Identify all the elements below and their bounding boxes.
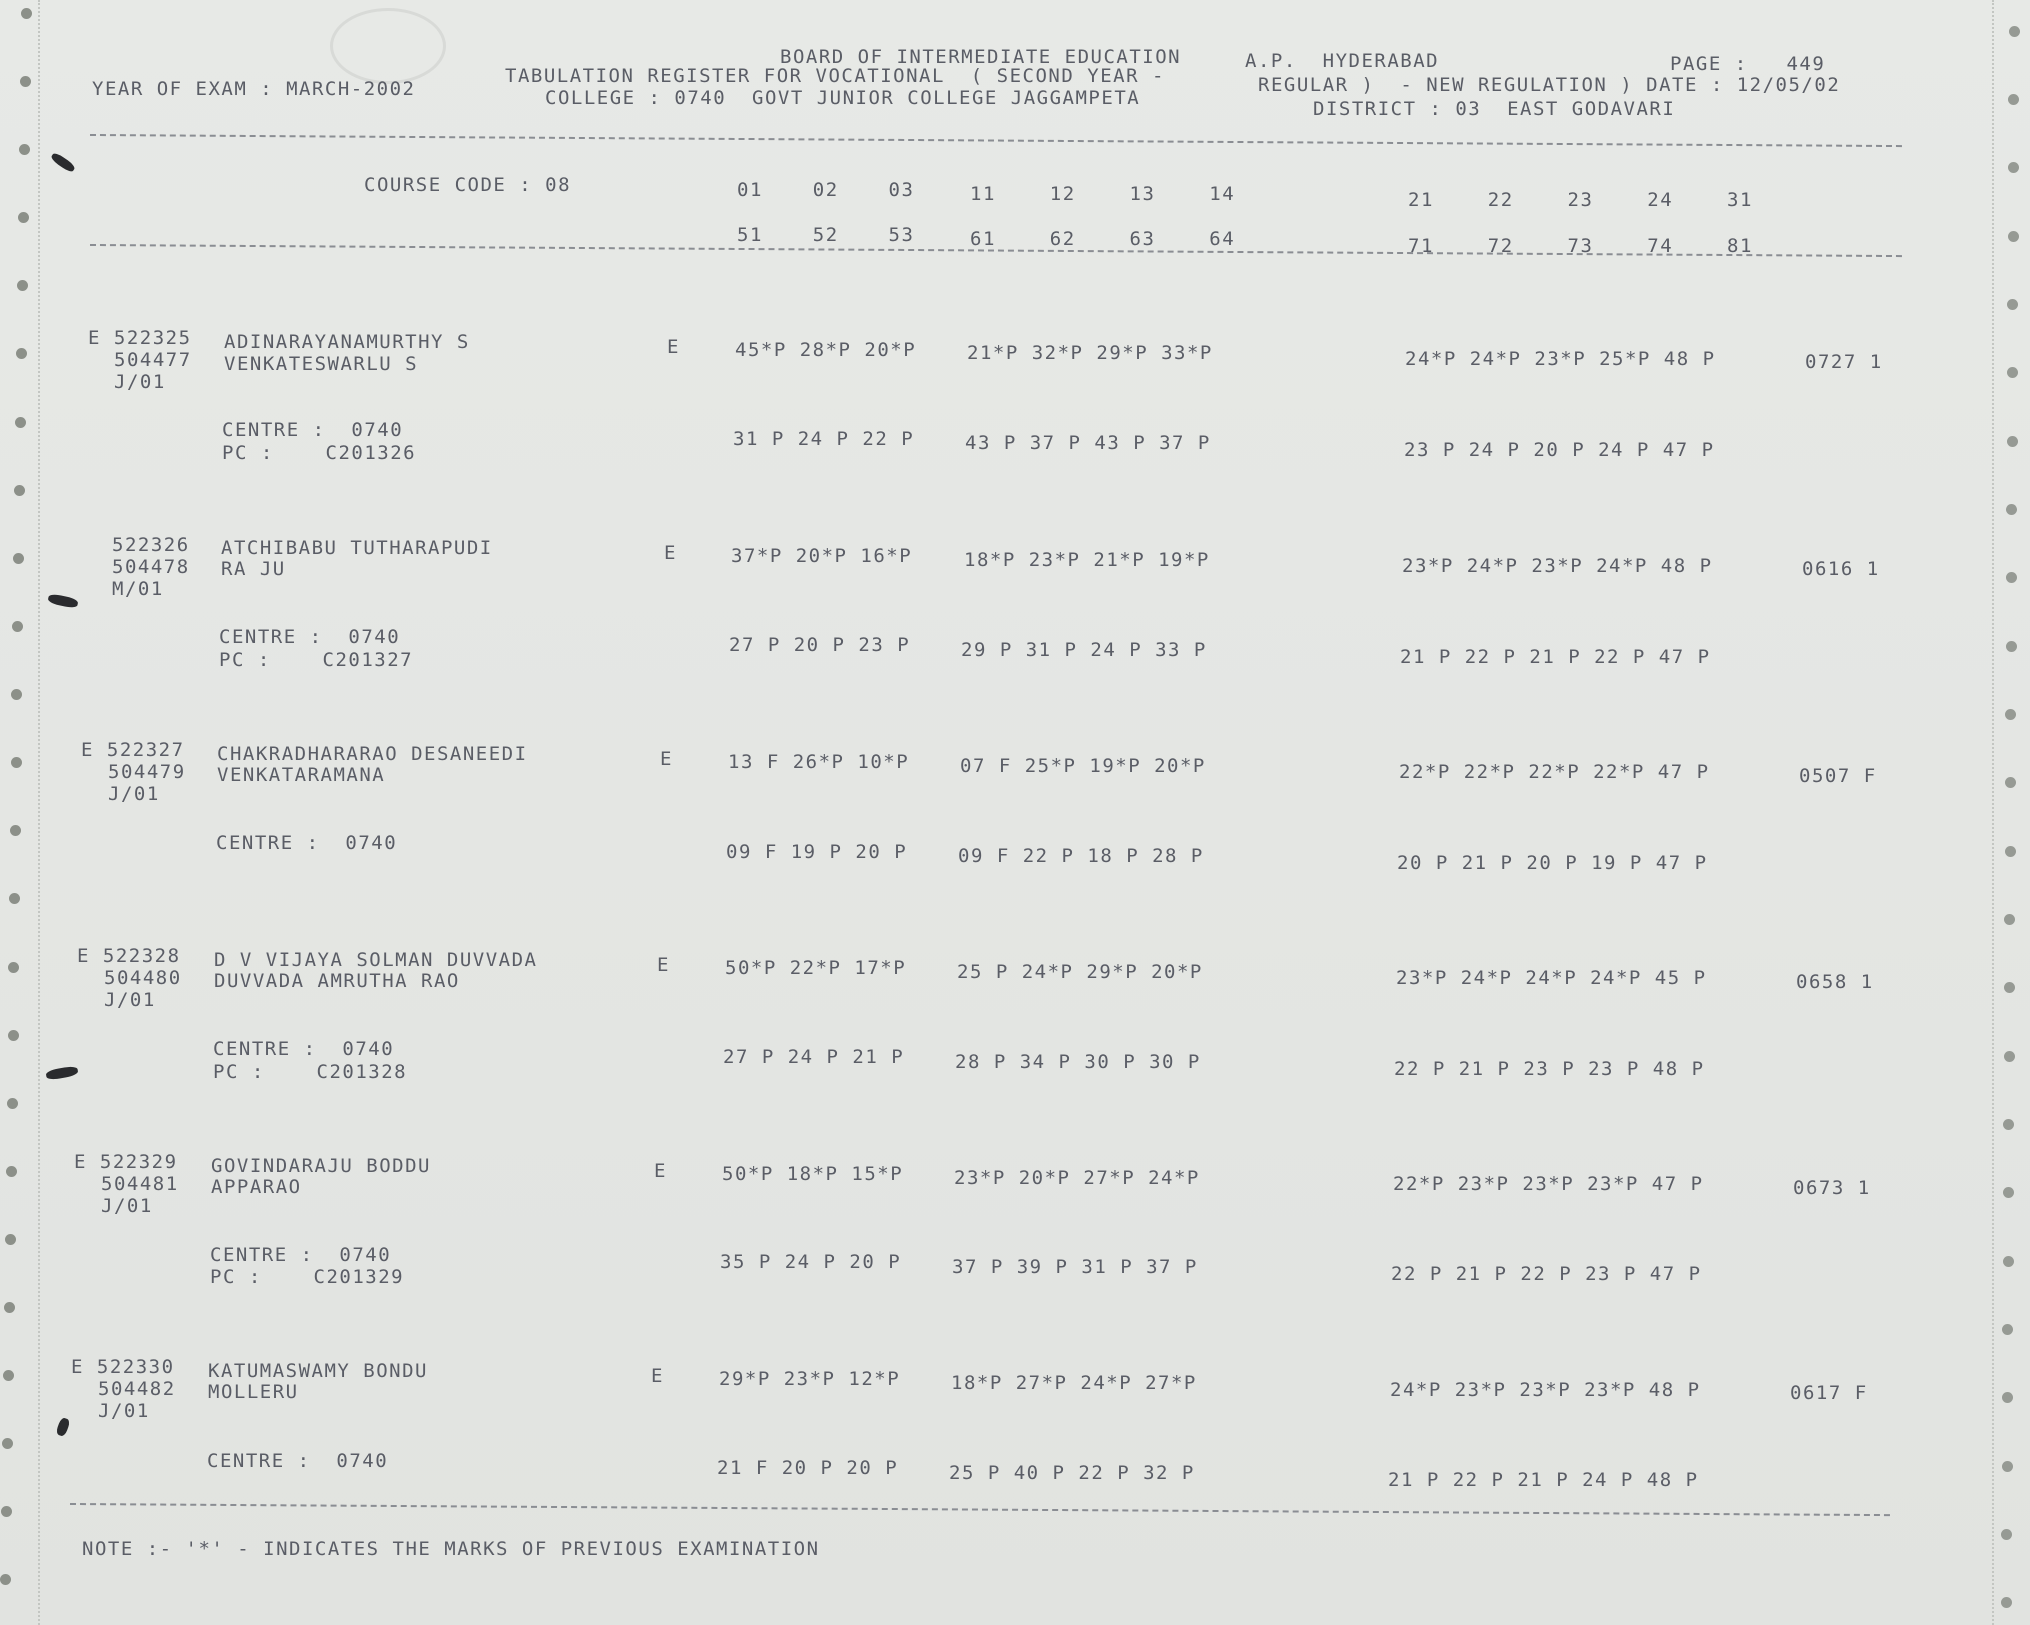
centre-code: CENTRE : 0740	[216, 832, 398, 854]
total-and-result: 0616 1	[1802, 558, 1880, 580]
marks-group3-previous: 23 P 24 P 20 P 24 P 47 P	[1404, 439, 1715, 461]
left-perforation	[38, 0, 40, 1625]
marks-group3-current: 23*P 24*P 23*P 24*P 48 P	[1402, 555, 1713, 577]
marks-group1-current: 50*P 22*P 17*P	[725, 957, 907, 979]
regulation-and-date: REGULAR ) - NEW REGULATION ) DATE : 12/05/02	[1258, 74, 1841, 96]
page-number: PAGE : 449	[1670, 53, 1826, 75]
footer-divider	[70, 1503, 1890, 1516]
total-and-result: 0507 F	[1799, 765, 1877, 787]
marks-group2-current: 21*P 32*P 29*P 33*P	[967, 342, 1213, 364]
medium: E	[654, 1160, 667, 1182]
ink-smudge	[45, 1065, 78, 1080]
roll-number: E 522325	[88, 327, 192, 349]
course-code: COURSE CODE : 08	[364, 174, 572, 196]
total-and-result: 0617 F	[1790, 1382, 1868, 1404]
marks-group1-current: 37*P 20*P 16*P	[731, 545, 913, 567]
subject-codes-row2-group1: 51 52 53	[737, 224, 915, 246]
marks-group3-previous: 20 P 21 P 20 P 19 P 47 P	[1397, 852, 1708, 874]
student-name: CHAKRADHARARAO DESANEEDI	[217, 743, 528, 765]
pc-code: PC : C201327	[219, 649, 414, 671]
marks-group1-current: 29*P 23*P 12*P	[719, 1368, 901, 1390]
marks-group1-current: 13 F 26*P 10*P	[728, 751, 910, 773]
student-name: ATCHIBABU TUTHARAPUDI	[221, 537, 493, 559]
marks-group1-previous: 31 P 24 P 22 P	[733, 428, 915, 450]
marks-group1-previous: 35 P 24 P 20 P	[720, 1251, 902, 1273]
marks-group3-previous: 22 P 21 P 23 P 23 P 48 P	[1394, 1058, 1705, 1080]
subject-codes-row1-group2: 11 12 13 14	[970, 183, 1236, 205]
marks-group2-previous: 25 P 40 P 22 P 32 P	[949, 1462, 1195, 1484]
marks-group2-current: 23*P 20*P 27*P 24*P	[954, 1167, 1200, 1189]
centre-code: CENTRE : 0740	[219, 626, 401, 648]
pc-code: PC : C201328	[213, 1061, 408, 1083]
marks-group2-previous: 37 P 39 P 31 P 37 P	[952, 1256, 1198, 1278]
marks-group3-current: 24*P 24*P 23*P 25*P 48 P	[1405, 348, 1716, 370]
roll-number: E 522329	[74, 1151, 178, 1173]
medium: E	[667, 336, 680, 358]
class-code: J/01	[101, 1195, 153, 1217]
marks-group2-current: 25 P 24*P 29*P 20*P	[957, 961, 1203, 983]
marks-group2-current: 18*P 23*P 21*P 19*P	[964, 549, 1210, 571]
centre-code: CENTRE : 0740	[207, 1450, 389, 1472]
parent-name: DUVVADA AMRUTHA RAO	[214, 970, 460, 992]
registration-number: 504481	[101, 1173, 179, 1195]
marks-group3-previous: 22 P 21 P 22 P 23 P 47 P	[1391, 1263, 1702, 1285]
marks-group1-current: 50*P 18*P 15*P	[722, 1163, 904, 1185]
subject-codes-row1-group3: 21 22 23 24 31	[1408, 189, 1753, 211]
medium: E	[664, 542, 677, 564]
total-and-result: 0658 1	[1796, 971, 1874, 993]
marks-group2-previous: 43 P 37 P 43 P 37 P	[965, 432, 1211, 454]
college-name: COLLEGE : 0740 GOVT JUNIOR COLLEGE JAGGAMPETA	[545, 87, 1141, 109]
pc-code: PC : C201329	[210, 1266, 405, 1288]
marks-group3-current: 23*P 24*P 24*P 24*P 45 P	[1396, 967, 1707, 989]
subject-codes-row2-group3: 71 72 73 74 81	[1408, 235, 1753, 257]
marks-group1-previous: 27 P 20 P 23 P	[729, 634, 911, 656]
student-name: ADINARAYANAMURTHY S	[224, 331, 470, 353]
centre-code: CENTRE : 0740	[210, 1244, 392, 1266]
parent-name: VENKATESWARLU S	[224, 353, 419, 375]
ink-smudge	[47, 593, 78, 609]
board-location: A.P. HYDERABAD	[1245, 50, 1440, 72]
header-divider	[90, 134, 1902, 147]
total-and-result: 0727 1	[1805, 351, 1883, 373]
registration-number: 504477	[114, 349, 192, 371]
marks-group2-previous: 09 F 22 P 18 P 28 P	[958, 845, 1204, 867]
marks-group3-previous: 21 P 22 P 21 P 24 P 48 P	[1388, 1469, 1699, 1491]
marks-group2-current: 18*P 27*P 24*P 27*P	[951, 1372, 1197, 1394]
class-code: J/01	[104, 989, 156, 1011]
pc-code: PC : C201326	[222, 442, 417, 464]
parent-name: RA JU	[221, 558, 286, 580]
marks-group1-previous: 09 F 19 P 20 P	[726, 841, 908, 863]
centre-code: CENTRE : 0740	[222, 419, 404, 441]
parent-name: MOLLERU	[208, 1381, 299, 1403]
marks-group2-previous: 29 P 31 P 24 P 33 P	[961, 639, 1207, 661]
marks-group3-previous: 21 P 22 P 21 P 22 P 47 P	[1400, 646, 1711, 668]
board-name: BOARD OF INTERMEDIATE EDUCATION	[780, 46, 1182, 68]
centre-code: CENTRE : 0740	[213, 1038, 395, 1060]
student-name: D V VIJAYA SOLMAN DUVVADA	[214, 949, 538, 971]
parent-name: APPARAO	[211, 1176, 302, 1198]
class-code: J/01	[98, 1400, 150, 1422]
marks-group1-previous: 27 P 24 P 21 P	[723, 1046, 905, 1068]
class-code: J/01	[114, 371, 166, 393]
subject-codes-row1-group1: 01 02 03	[737, 179, 915, 201]
registration-number: 504478	[112, 556, 190, 578]
class-code: M/01	[112, 578, 164, 600]
registration-number: 504479	[108, 761, 186, 783]
district-name: DISTRICT : 03 EAST GODAVARI	[1313, 98, 1676, 120]
marks-group2-current: 07 F 25*P 19*P 20*P	[960, 755, 1206, 777]
registration-number: 504480	[104, 967, 182, 989]
year-of-exam: YEAR OF EXAM : MARCH-2002	[92, 78, 416, 100]
marks-group3-current: 24*P 23*P 23*P 23*P 48 P	[1390, 1379, 1701, 1401]
roll-number: E 522327	[81, 739, 185, 761]
marks-group2-previous: 28 P 34 P 30 P 30 P	[955, 1051, 1201, 1073]
marks-group3-current: 22*P 22*P 22*P 22*P 47 P	[1399, 761, 1710, 783]
marks-group3-current: 22*P 23*P 23*P 23*P 47 P	[1393, 1173, 1704, 1195]
student-name: KATUMASWAMY BONDU	[208, 1360, 428, 1382]
registration-number: 504482	[98, 1378, 176, 1400]
marks-group1-previous: 21 F 20 P 20 P	[717, 1457, 899, 1479]
register-title: TABULATION REGISTER FOR VOCATIONAL ( SECOND YEAR -	[505, 65, 1165, 87]
right-perforation	[1992, 0, 1994, 1625]
roll-number: E 522328	[77, 945, 181, 967]
medium: E	[657, 954, 670, 976]
footer-note: NOTE :- '*' - INDICATES THE MARKS OF PREVIOUS EXAMINATION	[82, 1538, 820, 1560]
roll-number: E 522330	[71, 1356, 175, 1378]
total-and-result: 0673 1	[1793, 1177, 1871, 1199]
medium: E	[651, 1365, 664, 1387]
class-code: J/01	[108, 783, 160, 805]
medium: E	[660, 748, 673, 770]
ink-smudge	[50, 151, 76, 173]
roll-number: 522326	[112, 534, 190, 556]
ink-smudge	[55, 1417, 71, 1437]
subject-codes-row2-group2: 61 62 63 64	[970, 228, 1236, 250]
parent-name: VENKATARAMANA	[217, 764, 386, 786]
watermark-seal	[330, 8, 446, 84]
student-name: GOVINDARAJU BODDU	[211, 1155, 431, 1177]
marks-group1-current: 45*P 28*P 20*P	[735, 339, 917, 361]
